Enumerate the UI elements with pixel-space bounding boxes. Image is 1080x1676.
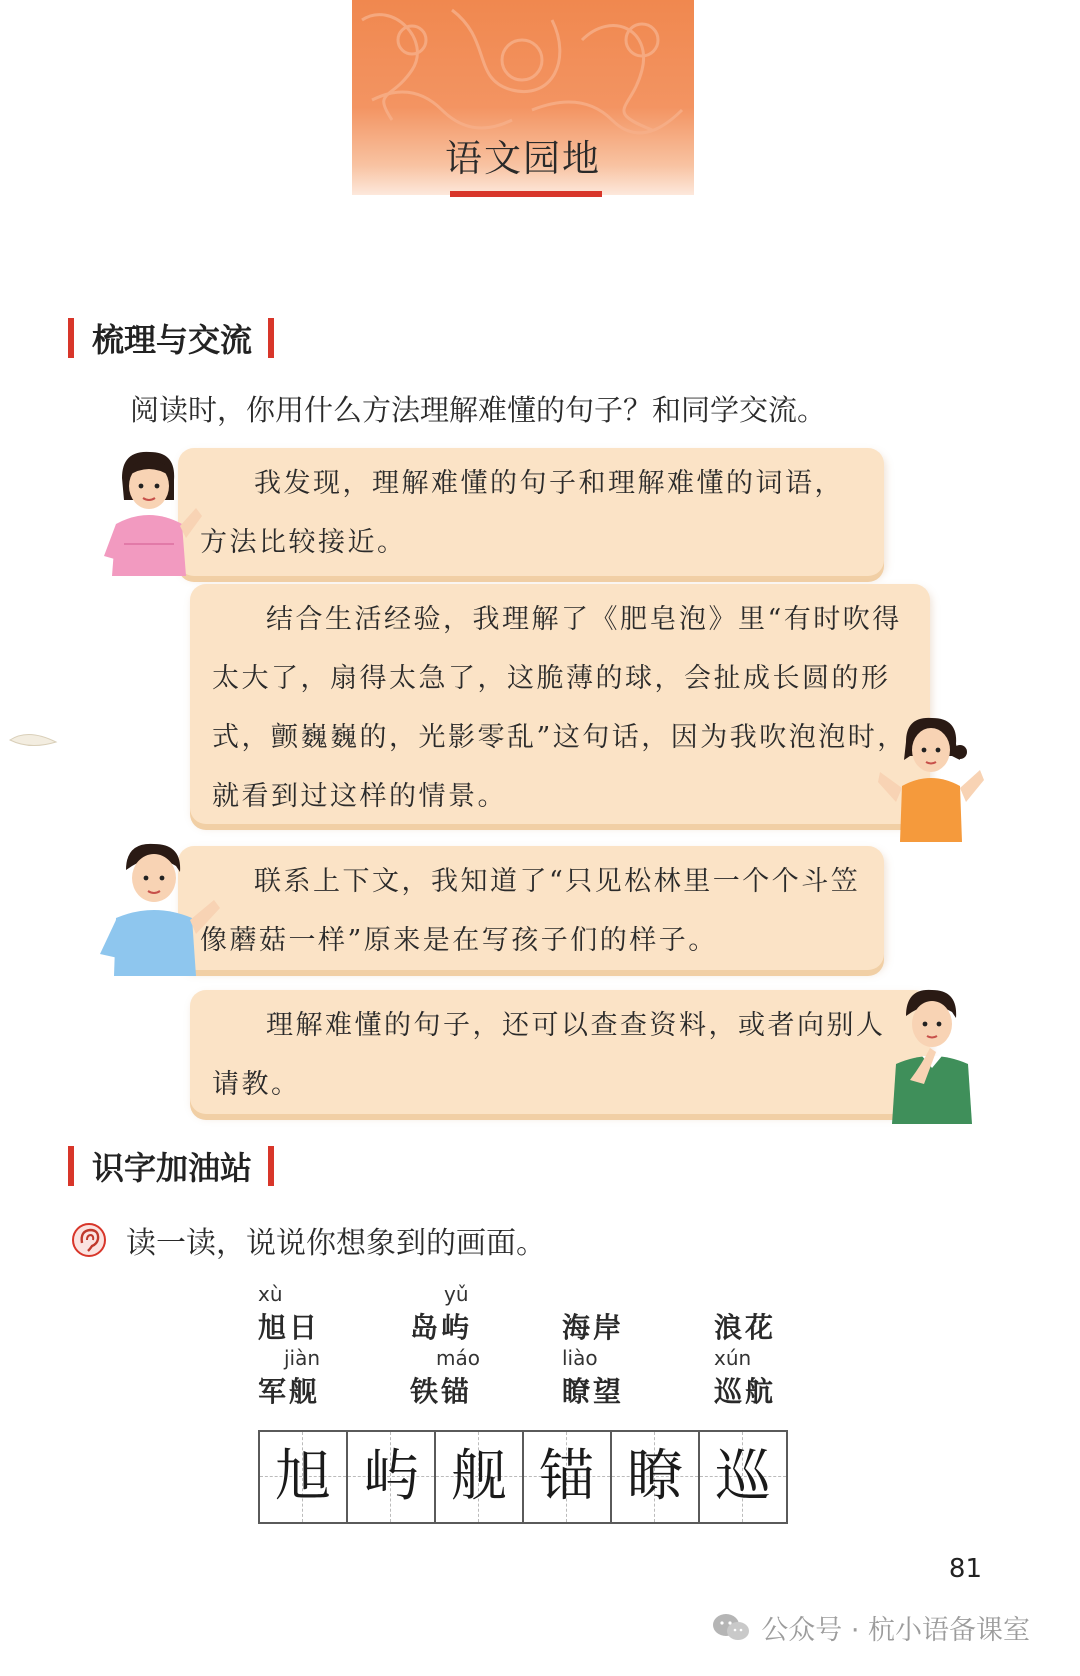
- wechat-icon: [711, 1612, 751, 1644]
- character-grid: [258, 1430, 788, 1524]
- word-pinyin: xún: [714, 1346, 752, 1370]
- speech-bubble-2: [190, 584, 930, 824]
- section-bar-left: [68, 318, 74, 358]
- character: 瞭: [627, 1444, 683, 1509]
- word-item: [258, 1346, 358, 1410]
- task-text: 读一读，说说你想象到的画面。: [126, 1226, 546, 1261]
- speech-bubble-4: [190, 990, 930, 1114]
- word-pinyin: xù: [258, 1282, 283, 1306]
- word-pinyin: yǔ: [444, 1282, 469, 1306]
- speech-bubble-3: [178, 846, 884, 970]
- word-pinyin: máo: [436, 1346, 480, 1370]
- watermark-text: 公众号 · 杭小语备课室: [761, 1615, 1030, 1646]
- bubble-text-3: 联系上下文，我知道了“只见松林里一个个斗笠像蘑菇一样”原来是在写孩子们的样子。: [200, 866, 861, 956]
- section-title: 梳理与交流: [92, 321, 253, 359]
- character-cell: [698, 1432, 786, 1522]
- word-text: 岛屿: [410, 1311, 473, 1344]
- word-text: 海岸: [562, 1311, 625, 1344]
- speech-bubble-1: [178, 448, 884, 576]
- watermark: [711, 1608, 1030, 1647]
- character: 屿: [363, 1444, 419, 1509]
- bubble-text-2: 结合生活经验，我理解了《肥皂泡》里“有时吹得太大了，扇得太急了，这脆薄的球，会扯成长圆的形式，颤巍巍的，光影零乱”这句话，因为我吹泡泡时，就看到过这样的情景。: [212, 604, 907, 812]
- page-title: 语文园地: [445, 137, 601, 180]
- word-item: [258, 1282, 358, 1346]
- girl-orange-shirt-icon: [876, 712, 986, 842]
- character: 旭: [275, 1444, 331, 1509]
- character-cell: [346, 1432, 434, 1522]
- word-text: 瞭望: [562, 1375, 625, 1408]
- character: 巡: [715, 1444, 771, 1509]
- word-text: 铁锚: [410, 1375, 473, 1408]
- girl-pink-shirt-icon: [94, 448, 204, 576]
- section-title: 识字加油站: [92, 1149, 253, 1187]
- word-text: 旭日: [258, 1311, 321, 1344]
- word-item: [562, 1346, 662, 1410]
- word-pinyin: [714, 1282, 814, 1306]
- word-item: [714, 1282, 814, 1346]
- word-text: 巡航: [714, 1375, 777, 1408]
- section-header-shuli: [68, 316, 274, 360]
- task-instruction: [72, 1218, 546, 1262]
- section-bar-right: [268, 318, 274, 358]
- character: 锚: [539, 1444, 595, 1509]
- bubble-text-4: 理解难懂的句子，还可以查查资料，或者向别人请教。: [212, 1010, 886, 1100]
- leaf-icon: [8, 728, 58, 752]
- word-pinyin: [562, 1282, 662, 1306]
- character-cell: [522, 1432, 610, 1522]
- word-item: [714, 1346, 814, 1410]
- word-item: [562, 1282, 662, 1346]
- page-number: 81: [948, 1554, 982, 1584]
- boy-green-shirt-icon: [880, 984, 980, 1124]
- section-bar-right: [268, 1146, 274, 1186]
- character-cell: [610, 1432, 698, 1522]
- word-item: [410, 1282, 510, 1346]
- word-text: 军舰: [258, 1375, 321, 1408]
- section-intro: 阅读时，你用什么方法理解难懂的句子？和同学交流。: [130, 393, 827, 427]
- boy-blue-shirt-icon: [96, 836, 226, 976]
- title-underline: [450, 191, 602, 197]
- word-pinyin: jiàn: [284, 1346, 321, 1370]
- word-item: [410, 1346, 510, 1410]
- word-text: 浪花: [714, 1311, 777, 1344]
- ear-icon: [72, 1223, 106, 1257]
- character: 舰: [451, 1444, 507, 1509]
- character-cell: [434, 1432, 522, 1522]
- character-cell: [260, 1432, 346, 1522]
- word-pinyin: liào: [562, 1346, 598, 1370]
- section-header-shizi: [68, 1144, 274, 1188]
- section-bar-left: [68, 1146, 74, 1186]
- bubble-text-1: 我发现，理解难懂的句子和理解难懂的词语，方法比较接近。: [200, 468, 844, 558]
